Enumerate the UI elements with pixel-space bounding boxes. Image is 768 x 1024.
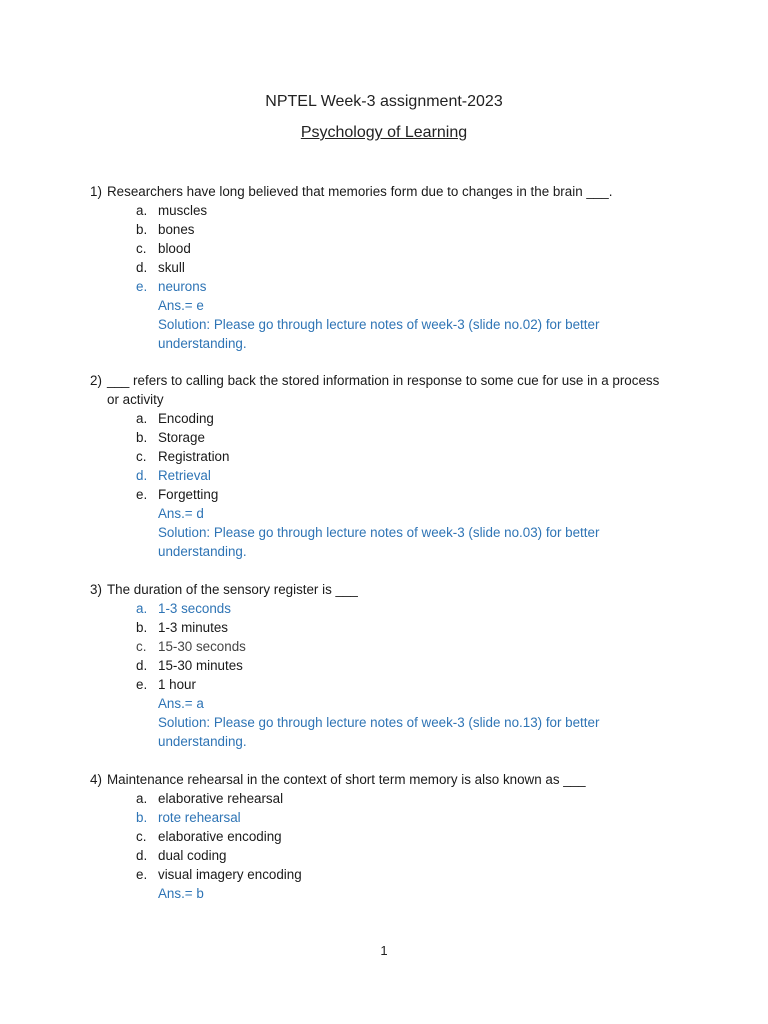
option-letter: b. [136,222,148,237]
option-text: neurons [158,279,207,294]
option-b [90,220,690,239]
option-b [90,618,690,637]
option-text: Storage [158,430,205,445]
option-e [90,485,690,504]
option-text: 1-3 minutes [158,620,228,635]
option-letter: a. [136,411,148,426]
option-letter: d. [136,468,148,483]
question-text [90,182,690,201]
question-text-continued: or activity [107,392,164,407]
solution-note: Solution: Please go through lecture notes of week-3 (slide no.03) for better [158,525,600,540]
option-e [90,675,690,694]
question-stem: The duration of the sensory register is ___ [107,582,358,597]
option-a-correct [90,599,690,618]
option-a [90,409,690,428]
question-stem: ___ refers to calling back the stored information in response to some cue for use in a process [107,373,660,388]
option-letter: b. [136,810,148,825]
option-text: 1 hour [158,677,196,692]
option-letter: b. [136,430,148,445]
option-text: rote rehearsal [158,810,241,825]
answer-key: Ans.= b [158,886,204,901]
option-letter: d. [136,658,148,673]
option-b-correct [90,808,690,827]
solution-note-continued: understanding. [158,336,247,351]
option-text: skull [158,260,185,275]
document-title: NPTEL Week-3 assignment-2023 [265,93,503,110]
question-text [90,371,690,390]
option-d [90,656,690,675]
option-text: blood [158,241,191,256]
page-number: 1 [380,943,388,958]
option-letter: c. [136,639,147,654]
option-text: Retrieval [158,468,211,483]
option-text: elaborative rehearsal [158,791,284,806]
option-text: Encoding [158,411,214,426]
question-number: 1) [90,184,102,199]
question-stem: Maintenance rehearsal in the context of short term memory is also known as ___ [107,772,586,787]
question-number: 3) [90,582,102,597]
option-letter: e. [136,867,148,882]
option-letter: c. [136,449,147,464]
question-text [90,770,690,789]
question-text [90,580,690,599]
option-c [90,637,690,656]
option-text: elaborative encoding [158,829,282,844]
option-letter: c. [136,241,147,256]
option-d [90,846,690,865]
option-letter: b. [136,620,148,635]
option-letter: e. [136,677,148,692]
option-text: 15-30 seconds [158,639,246,654]
option-letter: d. [136,848,148,863]
option-d [90,258,690,277]
option-text: Registration [158,449,230,464]
option-text: muscles [158,203,208,218]
answer-key: Ans.= d [158,506,204,521]
solution-note-continued: understanding. [158,734,247,749]
answer-key: Ans.= e [158,298,204,313]
question-stem: Researchers have long believed that memories form due to changes in the brain ___. [107,184,613,199]
option-letter: e. [136,487,148,502]
option-b [90,428,690,447]
solution-note: Solution: Please go through lecture notes of week-3 (slide no.13) for better [158,715,600,730]
option-text: visual imagery encoding [158,867,302,882]
option-letter: a. [136,791,148,806]
option-letter: a. [136,601,148,616]
question-4 [90,770,690,903]
solution-note: Solution: Please go through lecture notes of week-3 (slide no.02) for better [158,317,600,332]
option-c [90,827,690,846]
question-1 [90,182,690,353]
option-d-correct [90,466,690,485]
option-e [90,865,690,884]
option-letter: d. [136,260,148,275]
answer-key: Ans.= a [158,696,204,711]
question-3 [90,580,690,751]
option-text: 1-3 seconds [158,601,231,616]
option-letter: c. [136,829,147,844]
question-number: 4) [90,772,102,787]
option-text: 15-30 minutes [158,658,243,673]
option-text: Forgetting [158,487,219,502]
option-a [90,201,690,220]
solution-note-continued: understanding. [158,544,247,559]
option-e-correct [90,277,690,296]
option-c [90,447,690,466]
question-2 [90,371,690,561]
option-text: bones [158,222,195,237]
option-a [90,789,690,808]
document-subtitle: Psychology of Learning [300,124,468,141]
question-number: 2) [90,373,102,388]
option-letter: e. [136,279,148,294]
option-text: dual coding [158,848,227,863]
option-c [90,239,690,258]
option-letter: a. [136,203,148,218]
